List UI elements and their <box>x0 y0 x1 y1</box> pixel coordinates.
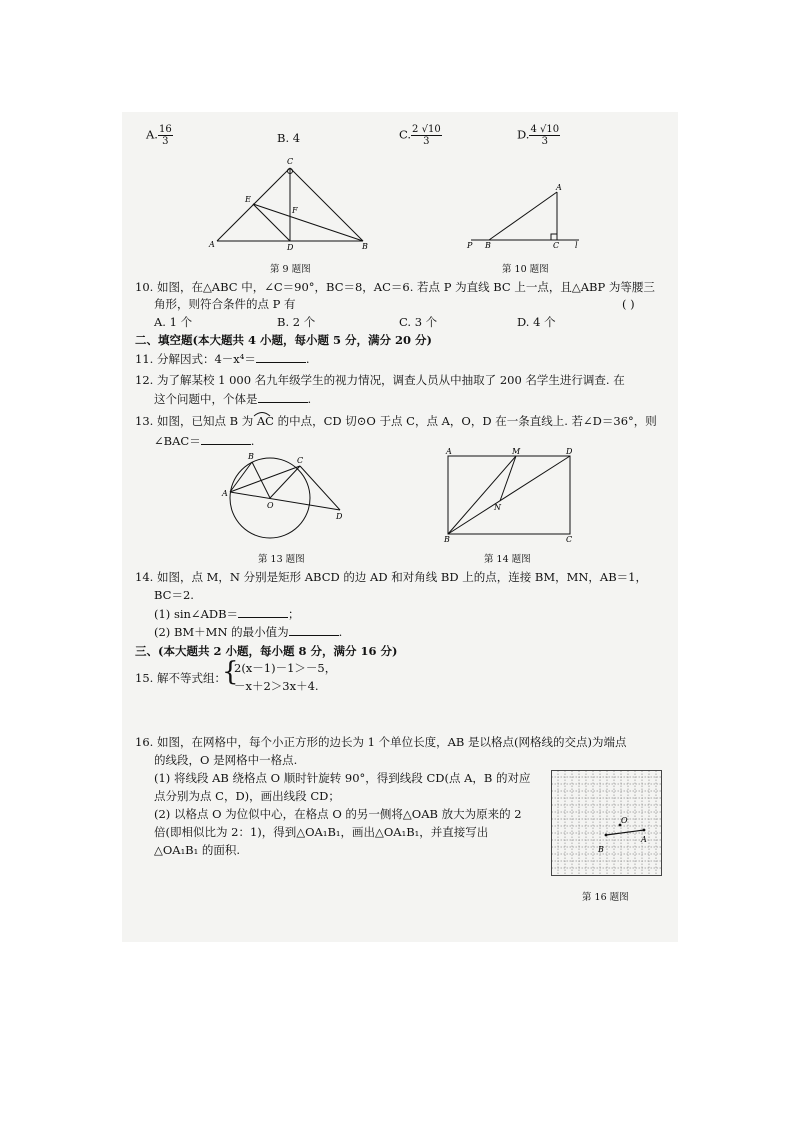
q11-answer-blank <box>256 352 306 363</box>
q11: 11. 分解因式：4－x⁴＝ . <box>135 352 310 366</box>
q9-option-c: C. $\frac{2 √10}{3}$ <box>399 124 441 147</box>
q16-line2: 的线段，O 是网格中一格点. <box>154 753 298 767</box>
q13-line2: ∠BAC＝ . <box>154 434 255 448</box>
q9-option-b: B. 4 <box>277 131 301 145</box>
fig10-caption: 第 10 题图 <box>502 264 549 275</box>
q15-inequality-2: －x＋2＞3x＋4. <box>234 679 319 693</box>
q16-line3: (1) 将线段 AB 绕格点 O 顺时针旋转 90°，得到线段 CD(点 A，B 的对应 <box>154 771 531 785</box>
figure-16-grid <box>551 770 663 878</box>
fig16-label-o: O <box>621 816 628 825</box>
fig9-label-c: C <box>287 157 294 166</box>
fig13-label-a: A <box>222 489 228 498</box>
fig10-label-l: l <box>575 241 578 250</box>
brace-symbol: { <box>222 657 239 687</box>
section-3-heading: 三、(本大题共 2 小题，每小题 8 分，满分 16 分) <box>135 644 398 658</box>
q12-answer-blank <box>258 392 308 403</box>
fig13-label-c: C <box>297 456 304 465</box>
fig13-label-d: D <box>336 512 343 521</box>
fig14-label-b: B <box>444 535 450 544</box>
q10-option-d: D. 4 个 <box>517 315 556 329</box>
fig14-label-a: A <box>446 447 452 456</box>
fig16-caption: 第 16 题图 <box>582 892 629 903</box>
fig14-label-d: D <box>566 447 573 456</box>
q10-option-a: A. 1 个 <box>154 315 193 329</box>
q16-line6: 倍(即相似比为 2：1)，得到△OA₁B₁，画出△OA₁B₁，并直接写出 <box>154 825 489 839</box>
q15-prefix: 15. 解不等式组： <box>135 671 226 685</box>
figure-14 <box>442 448 577 542</box>
q13-line1: 13. 如图，已知点 B 为 AC 的中点，CD 切⊙O 于点 C，点 A，O，D 在一条直线上. 若∠D＝36°，则 <box>135 414 657 428</box>
fig14-label-m: M <box>512 447 521 456</box>
q14-part1-blank <box>238 607 288 618</box>
q10-line1: 10. 如图，在△ABC 中，∠C＝90°，BC＝8，AC＝6. 若点 P 为直线 BC 上一点，且△ABP 为等腰三 <box>135 280 655 294</box>
q14-line1: 14. 如图，点 M，N 分别是矩形 ABCD 的边 AD 和对角线 BD 上的点，连接 BM，MN，AB＝1， <box>135 570 647 584</box>
figure-9 <box>205 155 375 255</box>
fig14-label-c: C <box>566 535 573 544</box>
fig9-label-f: F <box>292 206 298 215</box>
q10-option-b: B. 2 个 <box>277 315 316 329</box>
q9-option-a: A. $\frac{16}{3}$ <box>146 124 172 147</box>
q10-answer-paren: ( ) <box>622 297 635 311</box>
q12-line1: 12. 为了解某校 1 000 名九年级学生的视力情况，调查人员从中抽取了 200 名学生进行调查. 在 <box>135 373 625 387</box>
q9-option-d: D. $\frac{4 √10}{3}$ <box>517 124 560 147</box>
fig9-label-b: B <box>362 242 368 251</box>
fig9-caption: 第 9 题图 <box>270 264 311 275</box>
fig16-label-b: B <box>598 845 604 854</box>
q10-line2: 角形，则符合条件的点 P 有 <box>154 297 296 311</box>
fig9-label-a: A <box>209 240 215 249</box>
section-2-heading: 二、填空题(本大题共 4 小题，每小题 5 分，满分 20 分) <box>135 333 432 347</box>
arc-symbol <box>252 410 272 416</box>
fig13-label-b: B <box>248 452 254 461</box>
q16-line7: △OA₁B₁ 的面积. <box>154 843 241 857</box>
q16-line4: 点分别为点 C，D)，画出线段 CD； <box>154 789 340 803</box>
q15-inequality-1: 2(x－1)－1＞－5， <box>234 661 337 675</box>
fig14-caption: 第 14 题图 <box>484 554 531 565</box>
fig10-label-b: B <box>485 241 491 250</box>
q16-line5: (2) 以格点 O 为位似中心，在格点 O 的另一侧将△OAB 放大为原来的 2 <box>154 807 522 821</box>
figure-13 <box>222 450 352 542</box>
fig10-label-c: C <box>553 241 560 250</box>
fig9-label-e: E <box>245 195 251 204</box>
q12-line2: 这个问题中，个体是 . <box>154 392 312 406</box>
fig13-label-o: O <box>267 501 274 510</box>
figure-10 <box>465 180 585 255</box>
q14-line2: BC＝2. <box>154 588 194 602</box>
fig13-caption: 第 13 题图 <box>258 554 305 565</box>
fig9-label-d: D <box>287 243 294 252</box>
q16-line1: 16. 如图，在网格中，每个小正方形的边长为 1 个单位长度，AB 是以格点(网格线的交点)为端点 <box>135 735 627 749</box>
fraction: $\frac{16}{3}$ <box>158 124 172 147</box>
fig16-label-a: A <box>641 835 647 844</box>
q13-answer-blank <box>201 434 251 445</box>
q10-option-c: C. 3 个 <box>399 315 438 329</box>
q14-part2: (2) BM＋MN 的最小值为 . <box>154 625 343 639</box>
fig10-label-a: A <box>556 183 562 192</box>
q14-part2-blank <box>289 625 339 636</box>
q14-part1: (1) sin∠ADB＝ ； <box>154 607 300 621</box>
fig10-label-p: P <box>467 241 473 250</box>
fig14-label-n: N <box>494 503 501 512</box>
